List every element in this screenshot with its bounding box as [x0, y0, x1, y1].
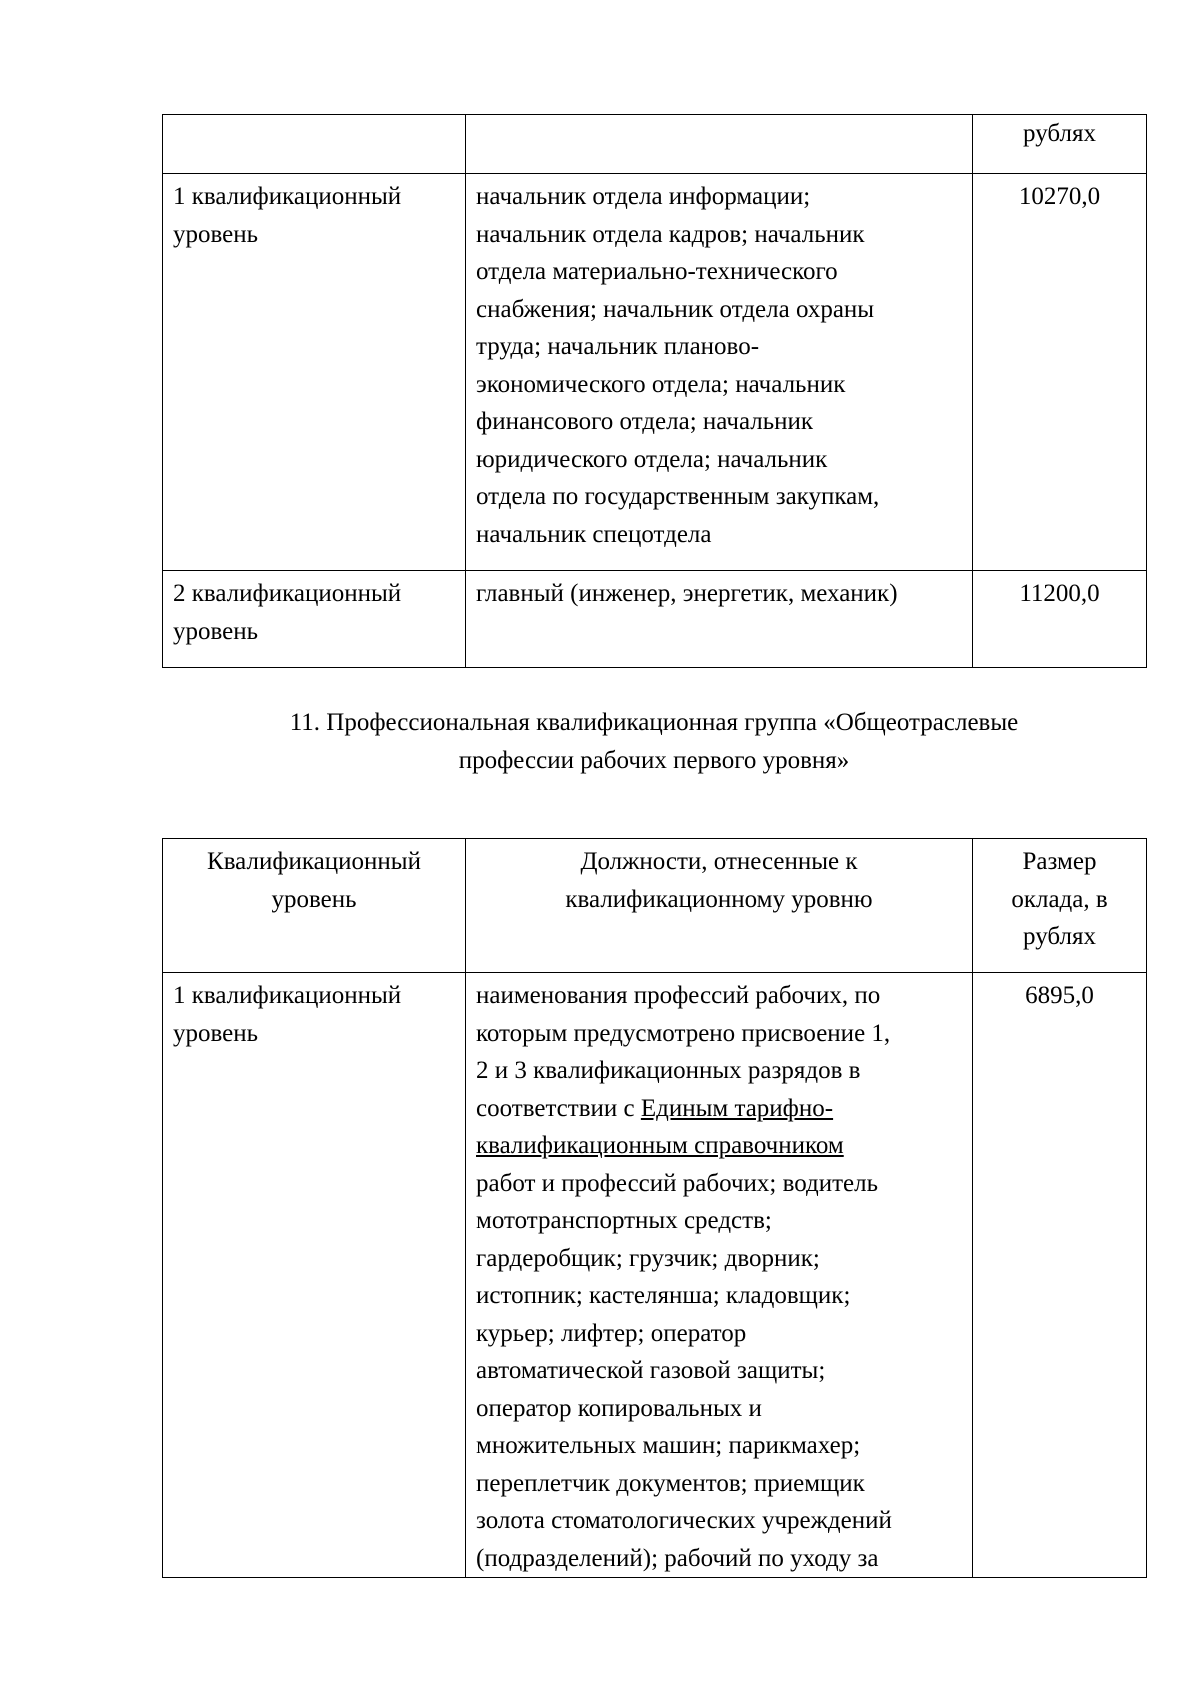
- header-positions: Должности, отнесенные к квалификационному уровню: [466, 839, 973, 973]
- level-cell: [163, 115, 466, 174]
- level-cell: 2 квалификационный уровень: [163, 571, 466, 668]
- level-cell: 1 квалификационный уровень: [163, 174, 466, 571]
- section-heading: [162, 704, 1146, 780]
- positions-cell: начальник отдела информации; начальник отдела кадров; начальник отдела материально-технического снабжения; начальник отдела охраны труда; начальник планово- экономического отдела; начальник финансового отдела; начальник юридического отдела; начальник отдела по государственным закупкам, начальник спецотдела: [466, 174, 973, 571]
- table-header-row: [163, 839, 1147, 973]
- positions-text: наименования профессий рабочих, по которым предусмотрено присвоение 1, 2 и 3 квалификационных разрядов в соответствии с: [476, 982, 891, 1122]
- header-salary: Размер оклада, в рублях: [973, 839, 1147, 973]
- section-heading-line-1: 11. Профессиональная квалификационная группа «Общеотраслевые: [289, 709, 1019, 736]
- salary-table: [162, 838, 1147, 1578]
- table-row: [163, 571, 1147, 668]
- salary-cell: рублях: [973, 115, 1147, 174]
- salary-table-continued: [162, 114, 1147, 668]
- salary-cell: 11200,0: [973, 571, 1147, 668]
- positions-cell: [466, 973, 973, 1578]
- table-row: [163, 174, 1147, 571]
- table-row: [163, 973, 1147, 1578]
- header-level: Квалификационный уровень: [163, 839, 466, 973]
- salary-cell: 6895,0: [973, 973, 1147, 1578]
- positions-cell: главный (инженер, энергетик, механик): [466, 571, 973, 668]
- salary-cell: 10270,0: [973, 174, 1147, 571]
- positions-text-continued: работ и профессий рабочих; водитель мототранспортных средств; гардеробщик; грузчик; дворник; истопник; кастелянша; кладовщик; курьер; лифтер; оператор автоматической газовой защиты; оператор копировальных и множительных машин; парикмахер; переплетчик документов; приемщик золота стоматологических учреждений (подразделений); рабочий по уходу за: [476, 1169, 892, 1572]
- section-heading-line-2: профессии рабочих первого уровня»: [458, 747, 850, 774]
- classifier-link[interactable]: Единым тарифно- квалификационным справочником: [476, 1094, 844, 1159]
- table-row: [163, 115, 1147, 174]
- positions-cell: [466, 115, 973, 174]
- level-cell: 1 квалификационный уровень: [163, 973, 466, 1578]
